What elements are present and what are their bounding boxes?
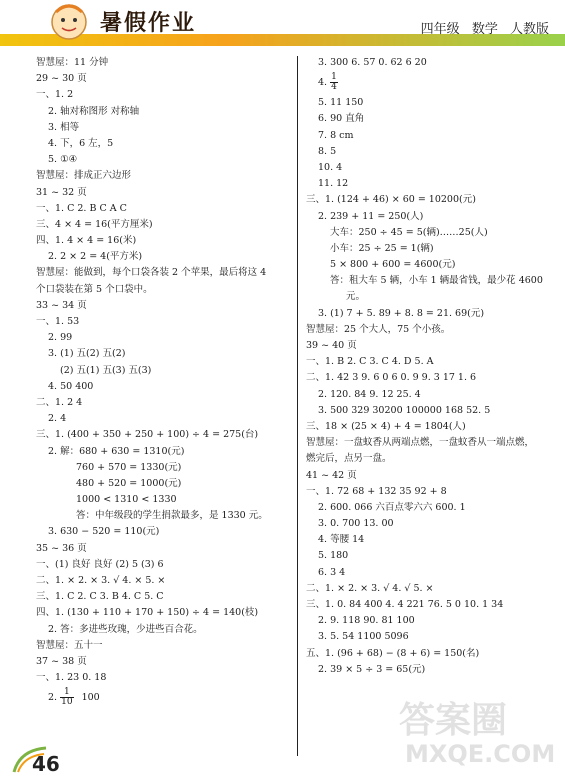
answer-line: 三、1. (124 + 46) × 60 = 10200(元) (306, 194, 476, 206)
answer-line: 一、1. 23 0. 18 (36, 672, 107, 684)
subject-label: 数学 (471, 22, 498, 37)
answer-line: 4. 50 400 (48, 380, 94, 392)
answer-line: 五、1. (96 + 68) − (8 + 6) = 150(名) (306, 647, 480, 659)
answer-line: 三、18 × (25 × 4) + 4 = 1804(人) (306, 420, 466, 432)
answer-line: 1000 < 1310 < 1330 (76, 494, 177, 506)
answer-line: 一、1. 2 (36, 89, 74, 101)
answer-line: 2. 轴对称图形 对称轴 (48, 105, 140, 117)
answer-line: 元。 (346, 291, 366, 303)
watermark-logo (389, 692, 559, 770)
fraction-prefix: 2. (48, 692, 58, 704)
brand-title: 暑假作业 (100, 11, 197, 36)
answer-line: 29 ~ 30 页 (36, 73, 87, 85)
answer-line: 二、1. × 2. × 3. √ 4. √ 5. × (306, 582, 434, 594)
answer-line: 3. 500 329 30200 100000 168 52. 5 (318, 404, 491, 416)
answer-line: 三、1. C 2. C 3. B 4. C 5. C (36, 591, 164, 603)
left-answer-column (36, 55, 291, 710)
answer-line: 2. 239 + 11 = 250(人) (318, 210, 424, 222)
edition-label: 人教版 (509, 22, 549, 37)
answer-line: 41 ~ 42 页 (306, 469, 357, 481)
answer-line: 四、1. 4 × 4 = 16(米) (36, 235, 137, 247)
answer-line: 2. 99 (48, 332, 73, 344)
answer-line: 39 ~ 40 页 (306, 340, 357, 351)
answer-line: 二、1. 2 4 (36, 396, 83, 408)
answer-line: 2. 答：多进些玫瑰，少进些百合花。 (48, 623, 203, 635)
answer-line: 一、1. B 2. C 3. C 4. D 5. A (306, 356, 434, 368)
answer-line: 3. 300 6. 57 0. 62 6 20 (318, 57, 427, 68)
answer-line: 3. 5. 54 1100 5096 (318, 631, 409, 643)
answer-line: 个口袋装在第 5 个口袋中。 (36, 283, 153, 295)
answer-line: 智慧屋：25 个大人，75 个小孩。 (306, 323, 451, 335)
answer-line: 答：租大车 5 辆，小车 1 辆最省钱，最少花 4600 (330, 275, 543, 287)
answer-line: 大车：250 ÷ 45 = 5(辆)……25(人) (330, 226, 488, 238)
column-divider (297, 56, 298, 756)
answer-line: 2. 9. 118 90. 81 100 (318, 615, 415, 627)
fraction-prefix: 4. (318, 77, 328, 89)
fraction-numerator: 1 (331, 72, 337, 83)
answer-line: 一、1. 72 68 + 132 35 92 + 8 (306, 485, 447, 497)
answer-line: 4. 下，6 左，5 (48, 137, 114, 149)
answer-line: 三、1. (400 + 350 + 250 + 100) ÷ 4 = 275(台) (36, 429, 259, 441)
fraction (60, 688, 73, 707)
answer-line: 一、(1) 良好 良好 (2) 5 (3) 6 (36, 558, 164, 570)
answer-line: 二、1. × 2. × 3. √ 4. × 5. × (36, 575, 166, 586)
answer-line: 燃完后，点另一盘。 (306, 453, 392, 465)
answer-line: 3. 0. 700 13. 00 (318, 518, 394, 530)
watermark-line2: MXQE.COM (405, 740, 556, 768)
answer-line: 10. 4 (318, 161, 343, 173)
answer-line: 31 ~ 32 页 (36, 186, 87, 198)
watermark-line1: 答案圈 (399, 700, 508, 741)
answer-line: 2. 120. 84 9. 12 25. 4 (318, 388, 421, 400)
answer-line: 智慧屋：能做到，每个口袋各装 2 个苹果，最后将这 4 (36, 267, 267, 279)
page-header (0, 0, 565, 48)
answer-line: 3. (1) 五(2) 五(2) (48, 348, 126, 360)
mascot-icon (48, 0, 90, 42)
answer-line: 三、1. 0. 84 400 4. 4 221 76. 5 0 10. 1 34 (306, 599, 504, 610)
answer-line: 6. 90 直角 (318, 113, 365, 125)
answer-line: 480 + 520 = 1000(元) (76, 477, 182, 489)
answer-line: 7. 8 cm (318, 129, 354, 141)
fraction-numerator: 1 (60, 688, 73, 698)
fraction-denominator: 4 (331, 82, 337, 93)
answer-line: 5 × 800 + 600 = 4600(元) (330, 259, 456, 271)
answer-line: 智慧屋：五十一 (36, 639, 103, 651)
fraction (330, 73, 338, 92)
answer-line: 760 + 570 = 1330(元) (76, 461, 182, 473)
answer-line: 11. 12 (318, 178, 349, 190)
answer-line: 答：中年级段的学生捐款最多，是 1330 元。 (76, 510, 268, 522)
answer-line: (2) 五(1) 五(3) 五(3) (60, 364, 152, 376)
grade-label: 四年级 (420, 22, 460, 37)
answer-line: 3. (1) 7 + 5. 89 + 8. 8 = 21. 69(元) (318, 307, 485, 319)
answer-line: 37 ~ 38 页 (36, 655, 87, 667)
book-meta (413, 18, 549, 37)
answer-line: 2. 39 × 5 ÷ 3 = 65(元) (318, 663, 426, 675)
answer-line: 33 ~ 34 页 (36, 299, 87, 311)
answer-line: 5. 180 (318, 550, 349, 562)
fraction-denominator: 10 (61, 697, 73, 708)
answer-line: 5. ①④ (48, 154, 78, 166)
answer-line: 一、1. C 2. B C A C (36, 202, 127, 214)
answer-line: 智慧屋：一盘蚊香从两端点燃，一盘蚊香从一端点燃， (306, 437, 535, 449)
answer-line: 一、1. 53 (36, 316, 80, 327)
answer-line: 三、4 × 4 = 16(平方厘米) (36, 218, 153, 230)
answer-line: 6. 3 4 (318, 566, 346, 578)
page-number: 46 (32, 752, 60, 776)
answer-line: 5. 11 150 (318, 97, 364, 109)
answer-line: 3. 相等 (48, 121, 80, 133)
answer-line: 二、1. 42 3 9. 6 0 6 0. 9 9. 3 17 1. 6 (306, 372, 477, 384)
answer-line: 智慧屋：11 分钟 (36, 57, 109, 68)
right-answer-column (306, 55, 556, 678)
answer-line-fraction (306, 71, 556, 95)
answer-line-fraction (36, 686, 291, 710)
answer-line: 智慧屋：排成正六边形 (36, 170, 132, 182)
answer-line: 3. 630 − 520 = 110(元) (48, 526, 160, 538)
answer-line: 2. 2 × 2 = 4(平方米) (48, 251, 143, 263)
answer-line: 35 ~ 36 页 (36, 542, 87, 554)
answer-line: 8. 5 (318, 145, 337, 157)
answer-line: 2. 600. 066 六百点零六六 600. 1 (318, 501, 466, 513)
answer-line: 四、1. (130 + 110 + 170 + 150) ÷ 4 = 140(枝) (36, 607, 259, 619)
answer-line: 小车：25 ÷ 25 = 1(辆) (330, 242, 434, 254)
answer-line: 4. 等腰 14 (318, 534, 365, 546)
answer-line: 2. 4 (48, 413, 67, 425)
answer-line: 2. 解：680 + 630 = 1310(元) (48, 445, 185, 457)
fraction-suffix: 100 (81, 692, 100, 704)
